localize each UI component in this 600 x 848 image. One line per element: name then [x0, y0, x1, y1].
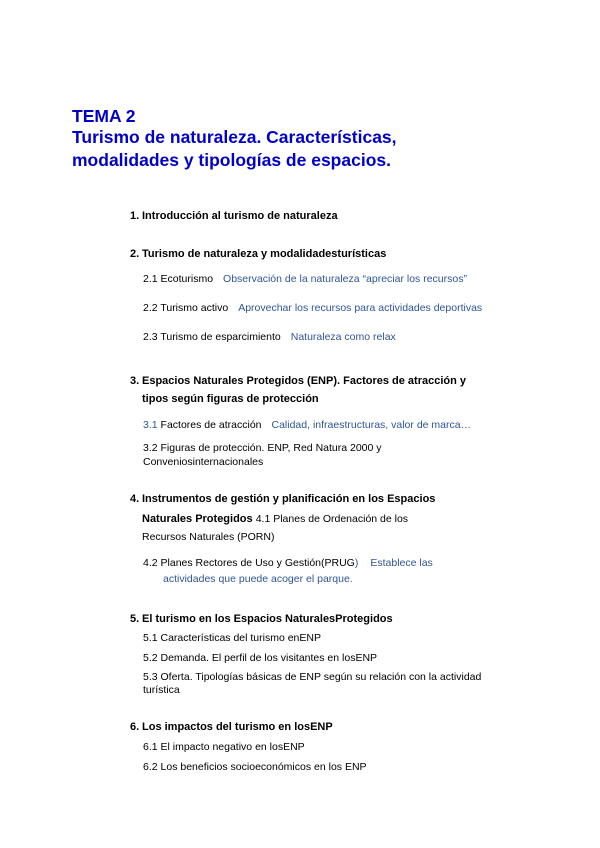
- section-4-item-2-note-line2: actividades que puede acoger el parque.: [163, 573, 353, 585]
- section-3-item-1: [143, 419, 471, 432]
- section-6-item: 6.2 Los beneficios socioeconómicos en los ENP: [143, 761, 367, 773]
- item-number: 3.1: [143, 419, 158, 431]
- section-3-number: 3.: [130, 375, 140, 387]
- section-4-heading: [130, 492, 435, 506]
- section-4-title-line1: Instrumentos de gestión y planificación en los Espacios: [142, 493, 436, 505]
- page-title-line2: modalidades y tipologías de espacios.: [72, 150, 391, 170]
- section-6-number: 6.: [130, 721, 140, 733]
- section-4-item-2: [143, 557, 433, 570]
- section-3-item-2-line2: Conveniosinternacionales: [143, 456, 264, 468]
- section-3-title-line1: Espacios Naturales Protegidos (ENP). Factores de atracción y: [142, 375, 466, 387]
- section-3-title-line2: tipos según figuras de protección: [142, 393, 319, 405]
- section-4-number: 4.: [130, 493, 140, 505]
- section-4-title-line2-row: [142, 512, 408, 526]
- section-4-item-1-line2: Recursos Naturales (PORN): [142, 531, 275, 543]
- section-2-heading: [130, 247, 386, 261]
- item-note: Naturaleza como relax: [290, 331, 396, 343]
- section-5-item-3-line2: turística: [143, 684, 180, 696]
- item-label: 2.2 Turismo activo: [143, 302, 229, 314]
- item-label: Factores de atracción: [160, 419, 262, 431]
- section-2-item: [143, 331, 396, 344]
- item-note: Aprovechar los recursos para actividades deportivas: [238, 302, 483, 314]
- page-title-line1: Turismo de naturaleza. Características,: [72, 127, 397, 147]
- item-label: 2.3 Turismo de esparcimiento: [143, 331, 281, 343]
- section-2-item: [143, 273, 467, 286]
- tema-label: TEMA 2: [72, 106, 136, 126]
- section-1-title: Introducción al turismo de naturaleza: [142, 210, 338, 222]
- item-label: 4.2 Planes Rectores de Uso y Gestión(PRUG: [143, 557, 355, 569]
- section-1-heading: [130, 209, 338, 223]
- section-5-number: 5.: [130, 613, 140, 625]
- section-4-item-1-line1: 4.1 Planes de Ordenación de los: [255, 513, 409, 525]
- section-3-item-2-line1: 3.2 Figuras de protección. ENP, Red Natura 2000 y: [143, 442, 382, 454]
- section-6-heading: [130, 720, 333, 734]
- section-1-number: 1.: [130, 210, 140, 222]
- section-5-item: 5.1 Características del turismo enENP: [143, 632, 321, 644]
- section-2-number: 2.: [130, 248, 140, 260]
- section-2-item: [143, 302, 482, 315]
- section-6-title: Los impactos del turismo en losENP: [142, 721, 333, 733]
- item-note: Observación de la naturaleza “apreciar los recursos”: [223, 273, 467, 285]
- section-5-item: 5.2 Demanda. El perfil de los visitantes en losENP: [143, 652, 378, 664]
- item-note-line1: Establece las: [370, 557, 433, 569]
- section-3-heading: [130, 374, 466, 388]
- section-6-item: 6.1 El impacto negativo en losENP: [143, 741, 305, 753]
- item-label: 2.1 Ecoturismo: [143, 273, 214, 285]
- section-5-heading: [130, 612, 393, 626]
- section-2-title: Turismo de naturaleza y modalidadesturísticas: [142, 248, 387, 260]
- item-paren: ): [354, 557, 359, 569]
- section-4-title-line2: Naturales Protegidos: [142, 513, 253, 525]
- section-5-item: 5.3 Oferta. Tipologías básicas de ENP según su relación con la actividad: [143, 671, 482, 683]
- section-5-title: El turismo en los Espacios NaturalesProtegidos: [142, 613, 393, 625]
- item-note: Calidad, infraestructuras, valor de marca…: [271, 419, 472, 431]
